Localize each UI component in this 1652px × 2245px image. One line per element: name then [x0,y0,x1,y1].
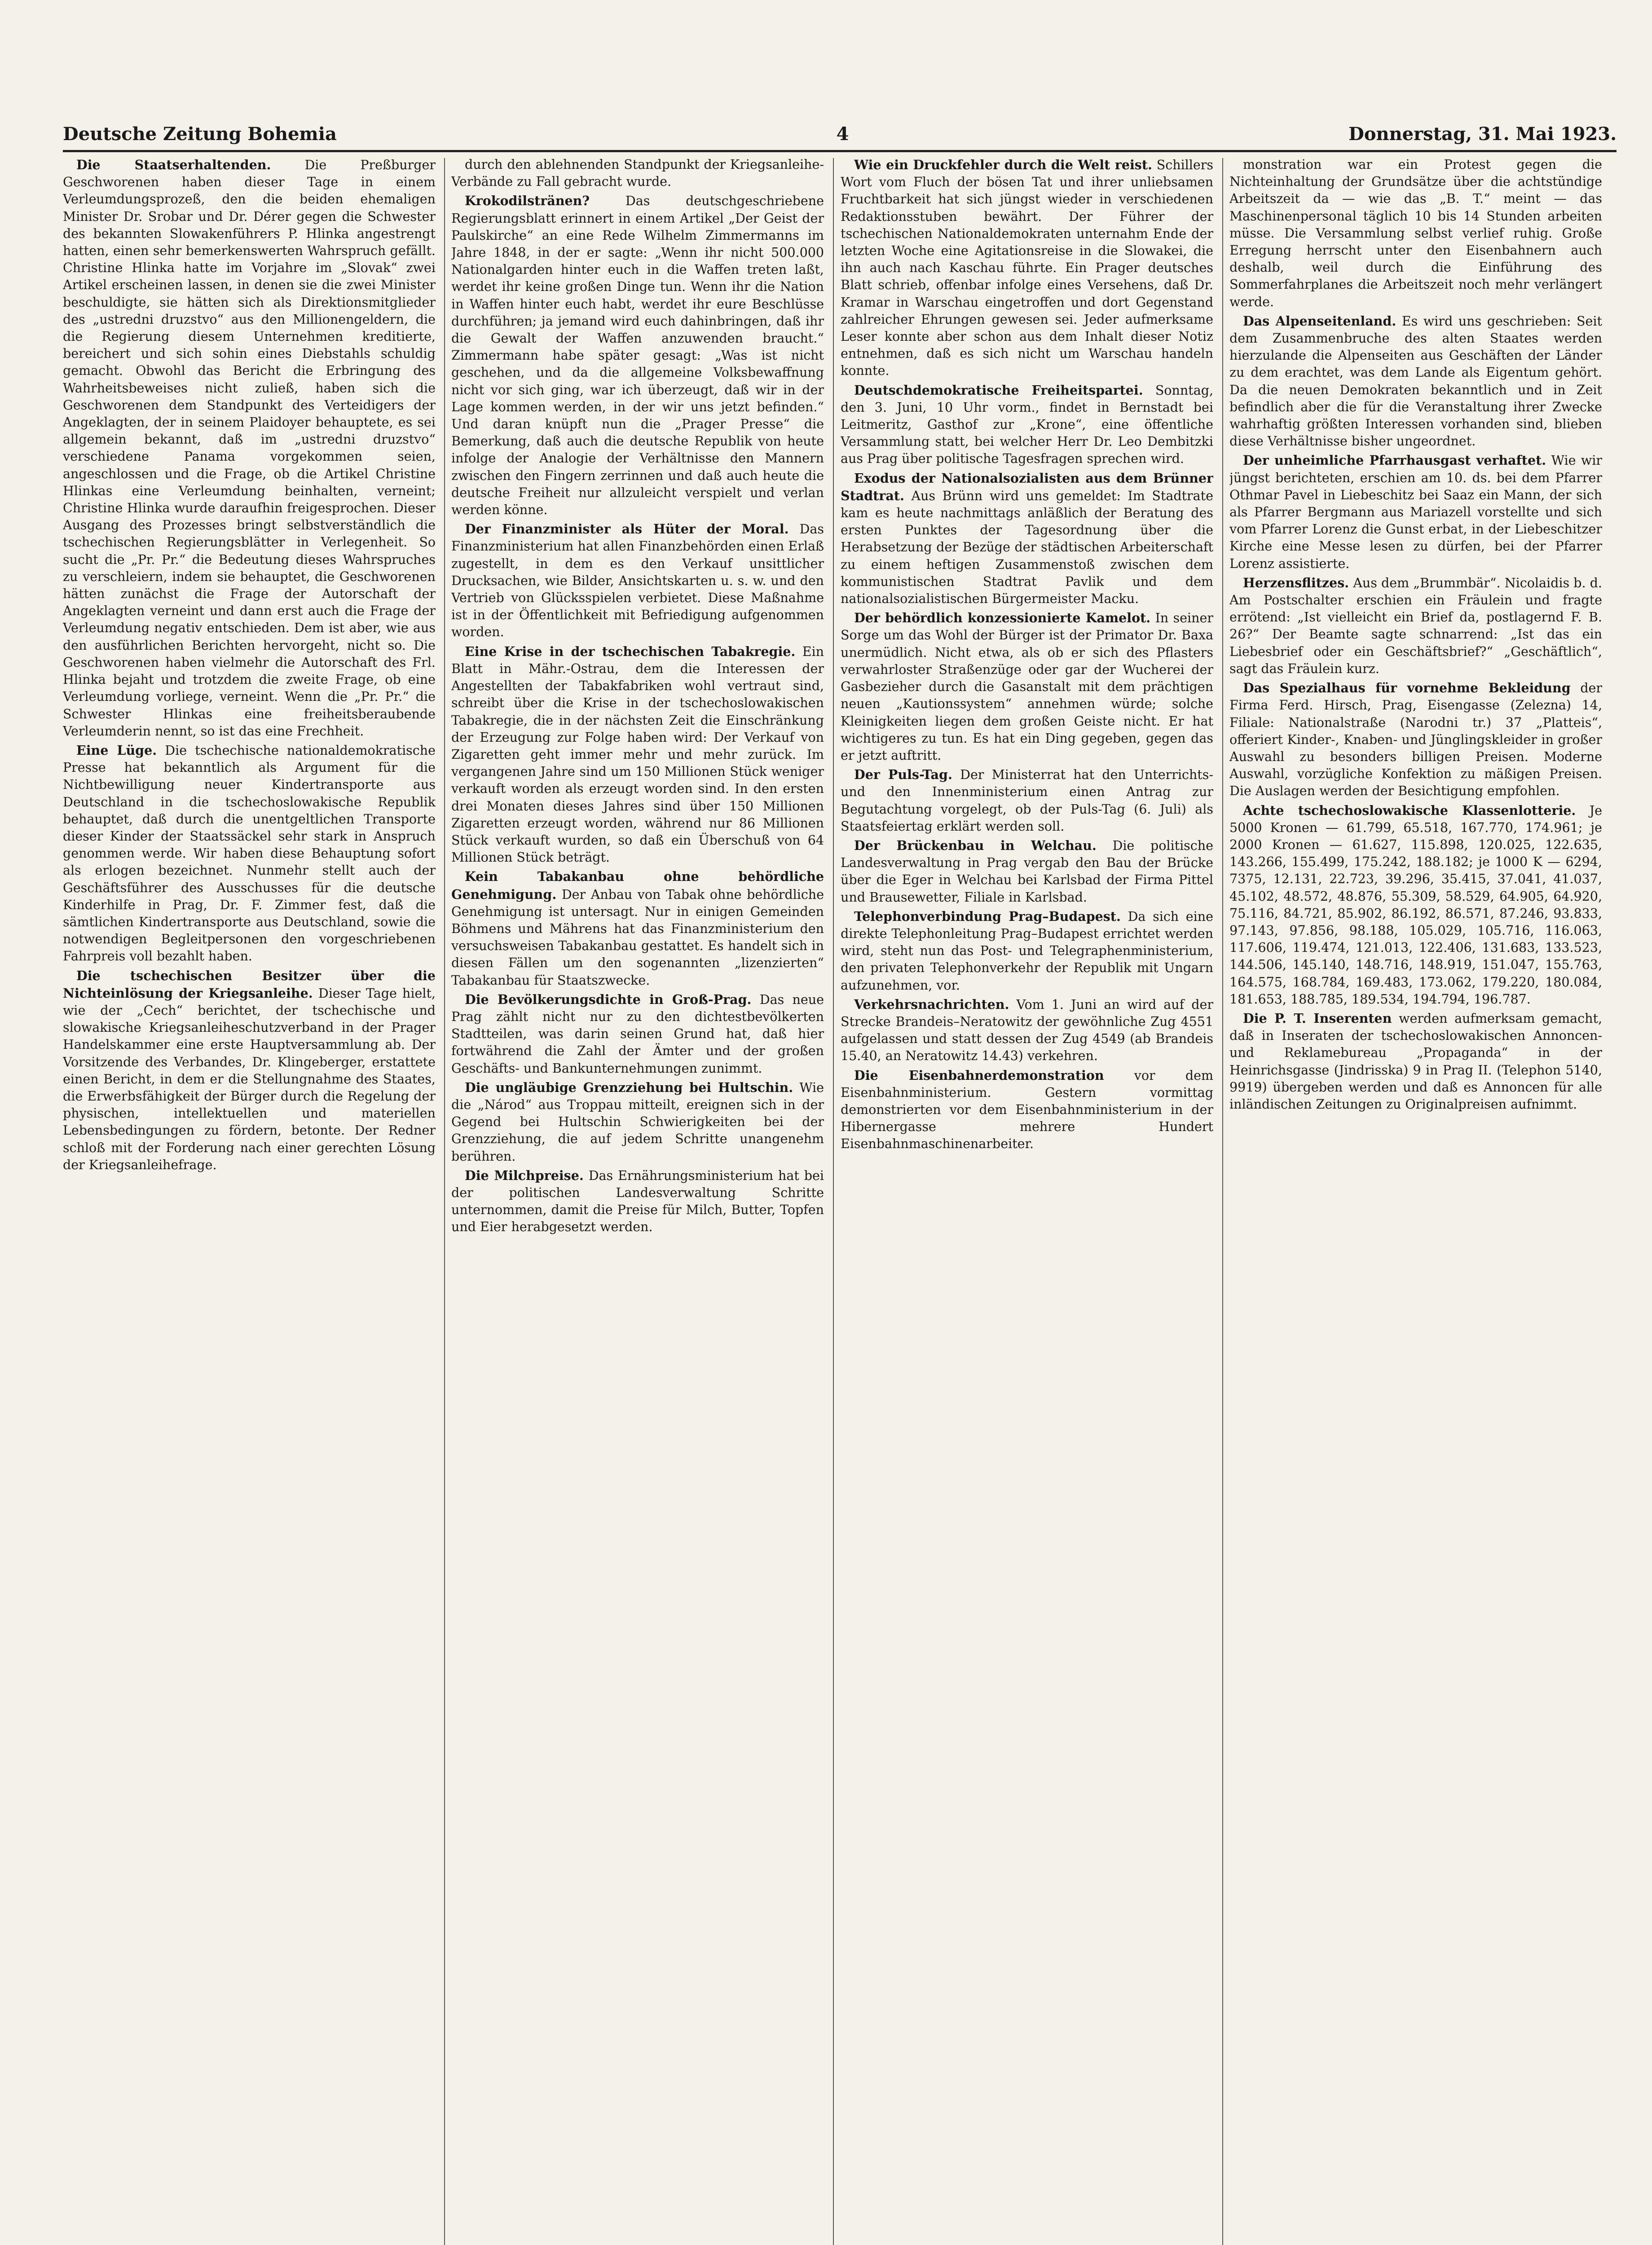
article-paragraph [451,192,824,519]
article-paragraph [451,1167,824,1236]
article-heading: Herzensflitzes. [1243,575,1349,590]
article-paragraph [451,1079,824,1165]
column-divider [1222,158,1223,2245]
article-text: der Firma Ferd. Hirsch, Prag, Eisengasse (Zelezna) 14, Filiale: Nationalstraße (Narodni tr.) 37 „Platteis“, offeriert Kinder-, Knaben- und Jünglingskleider in großer Auswahl zu besonders billigen Preisen. Moderne Auswahl, vorzügliche Konfektion zu mäßigen Preisen. Die Auslagen werden der Besichtigung empfohlen. [1229,681,1602,799]
header-rule [63,150,1617,152]
article-text: werden aufmerksam gemacht, daß in Inseraten der tschechoslowakischen Annoncen- und Reklamebureau „Propaganda“ in der Heinrichsgasse (Jindrisska) 9 in Prag II. (Telephon 5140, 9919) übergeben werden und daß es Annoncen für alle inländischen Zeitungen zu Originalpreisen aufnimmt. [1229,1011,1602,1112]
article-paragraph [63,967,436,1174]
article-text: Aus dem „Brummbär“. Nicolaidis b. d. Am Postschalter erschien ein Fräulein und fragte errötend: „Ist vielleicht ein Brief da, postlagernd F. B. 26?“ Der Beamte sagte schnarrend: „Ist das ein Liebesbrief oder ein Geschäftsbrief?“ „Geschäftlich“, sagt das Fräulein kurz. [1229,575,1602,676]
article-heading: Das Alpenseitenland. [1243,313,1396,329]
article-paragraph [451,991,824,1077]
article-text: Schillers Wort vom Fluch der bösen Tat und ihrer unliebsamen Fruchtbarkeit hat sich jüngst wieder in verschiedenen Redaktionsstuben bewährt. Der Führer der tschechischen Nationaldemokraten unternahm Ende der letzten Woche eine Agitationsreise in die Slowakei, die ihn auch nach Kaschau führte. Ein Prager deutsches Blatt schrieb, offenbar infolge eines Versehens, daß Dr. Kramar in Warschau eingetroffen und dort Gegenstand zahlreicher Ehrungen gewesen sei. Jeder aufmerksame Leser konnte aber schon aus dem Inhalt dieser Notiz entnehmen, daß es sich nicht um Warschau handeln konnte. [841,158,1213,379]
article-heading: Kein Tabakanbau ohne behördliche Genehmigung. [451,869,824,902]
article-text: Wie die „Národ“ aus Troppau mitteilt, ereignen sich in der Gegend bei Hultschin Schwierigkeiten bei der Grenzziehung, die auf jedem Schritte unangenehm berühren. [451,1080,824,1164]
article-paragraph [841,908,1213,994]
article-text: Vom 1. Juni an wird auf der Strecke Brandeis–Neratowitz der gewöhnliche Zug 4551 aufgelassen und statt dessen der Zug 4549 (ab Brandeis 15.40, an Neratowitz 14.43) verkehren. [841,997,1213,1064]
article-heading: Eine Krise in der tschechischen Tabakregie. [465,643,796,659]
article-heading: Wie ein Druckfehler durch die Welt reist. [854,157,1152,172]
article-paragraph [451,156,824,190]
article-paragraph [841,1067,1213,1153]
article-text: Sonntag, den 3. Juni, 10 Uhr vorm., findet in Bernstadt bei Leitmeritz, Gasthof zur „Krone“, eine öffentliche Versammlung statt, bei welcher Herr Dr. Leo Dembitzki aus Prag über politische Tagesfragen sprechen wird. [841,383,1213,467]
page-number: 4 [836,123,849,145]
article-text: Da sich eine direkte Telephonleitung Prag–Budapest errichtet werden wird, steht nun das Post- und Telegraphenministerium, den privaten Telephonverkehr der Republik mit Ungarn aufzunehmen, vor. [841,909,1213,993]
article-paragraph [63,156,436,740]
article-text: Das Finanzministerium hat allen Finanzbehörden einen Erlaß zugestellt, in dem es den Verkauf unsittlicher Drucksachen, wie Bilder, Ansichtskarten u. s. w. und den Vertrieb von Glücksspielen verbietet. Diese Maßnahme ist in der Öffentlichkeit mit Befriedigung aufgenommen worden. [451,522,824,640]
article-paragraph [1229,1010,1602,1113]
article-heading: Die ungläubige Grenzziehung bei Hultschin. [465,1079,793,1095]
article-text: Das deutschgeschriebene Regierungsblatt erinnert in einem Artikel „Der Geist der Paulskirche“ an eine Rede Wilhelm Zimmermanns im Jahre 1848, in der er sagte: „Wenn ihr nicht 500.000 Nationalgarden hinter euch in die Waffen treten laßt, werdet ihr keine großen Dinge tun. Wenn ihr die Nation in Waffen hinter euch habt, werdet ihr eure Beschlüsse durchführen; ja jemand wird euch dahinbringen, daß ihr die Gewalt der Waffen anzuwenden braucht.“ Zimmermann habe später gesagt: „Was ist nicht geschehen, und da die allgemeine Volksbewaffnung nicht vor sich ging, war ich überzeugt, daß wir in der Lage kommen werden, in der wir uns jetzt befinden.“ Und daran knüpft nun die „Prager Presse“ die Bemerkung, daß auch die deutsche Republik von heute infolge der Analogie der Verhältnisse den Mannern zwischen den Fingern zerrinnen und daß auch heute die deutsche Freiheit nur allzuleicht verspielt und verlan werden könne. [451,194,824,518]
column-3 [841,156,1213,2245]
article-paragraph [841,470,1213,608]
column-4 [1229,156,1602,2245]
article-text: monstration war ein Protest gegen die Nichteinhaltung der Grundsätze über die achtstündige Arbeitszeit da — wie das „B. T.“ meint — das Maschinenpersonal täglich 10 bis 14 Stunden arbeiten müsse. Die Versammlung selbst verlief ruhig. Große Erregung herrscht unter den Eisenbahnern auch deshalb, weil durch die Einführung des Sommerfahrplanes die Arbeitszeit noch mehr verlängert werde. [1229,157,1602,309]
article-heading: Die Bevölkerungsdichte in Groß-Prag. [465,991,752,1007]
article-paragraph [1229,802,1602,1008]
article-paragraph [841,156,1213,380]
article-heading: Der Finanzminister als Hüter der Moral. [465,521,789,537]
article-heading: Eine Lüge. [76,742,157,758]
article-heading: Die Staatserhaltenden. [76,157,271,172]
article-heading: Krokodilstränen? [465,193,590,209]
masthead-title: Deutsche Zeitung Bohemia [63,123,337,145]
article-text: Wie wir jüngst berichteten, erschien am 10. ds. bei dem Pfarrer Othmar Pavel in Liebeschitz bei Saaz ein Mann, der sich als Pfarrer Bergmann aus Mariazell vorstellte und sich vom Pfarrer Lorenz die Gunst erbat, in der Liebeschitzer Kirche eine Messe lesen zu dürfen, bei der Pfarrer Lorenz assistierte. [1229,453,1602,571]
article-text: Es wird uns geschrieben: Seit dem Zusammenbruche des alten Staates werden hierzulande die Alpenseiten aus Geschäften der Länder zu dem erachtet, was dem Lande als Eigentum gehört. Da die neuen Demokraten bekanntlich und in Zeit befindlich aber die für die Veranstaltung ihrer Zwecke wahrhaftig größten Interessen vorhanden sind, blieben diese Verhältnisse bisher ungeordnet. [1229,313,1602,449]
article-paragraph [1229,156,1602,311]
article-paragraph [451,643,824,867]
article-paragraph [1229,452,1602,572]
article-paragraph [1229,679,1602,800]
article-heading: Der Brückenbau in Welchau. [854,837,1097,853]
article-paragraph [1229,574,1602,678]
article-text: In seiner Sorge um das Wohl der Bürger ist der Primator Dr. Baxa unermüdlich. Nicht etwa, als ob er sich des Pflasters verwahrloster Straßenzüge oder gar der Wucherei der Gasbezieher durch die Gasanstalt mit dem prächtigen neuen „Kautionssystem“ annehmen würde; solche Kleinigkeiten liegen dem großen Geiste nicht. Er hat wichtigeres zu tun. Es hat ein Ding gegeben, gegen das er jetzt auftritt. [841,611,1213,763]
article-text: Je 5000 Kronen — 61.799, 65.518, 167.770, 174.961; je 2000 Kronen — 61.627, 115.898, 120.025, 122.635, 143.266, 155.499, 175.242, 188.182; je 1000 K — 6294, 7375, 12.131, 22.723, 39.296, 35.415, 37.041, 41.037, 45.102, 48.572, 48.876, 55.309, 58.529, 64.905, 64.920, 75.116, 84.721, 85.902, 86.192, 86.571, 87.246, 93.833, 97.143, 97.856, 98.188, 105.029, 105.716, 116.063, 117.606, 119.474, 121.013, 122.406, 131.683, 133.523, 144.506, 145.140, 148.716, 148.919, 151.047, 155.763, 164.575, 168.784, 169.483, 173.062, 179.220, 180.084, 181.653, 188.785, 189.534, 194.794, 196.787. [1229,803,1602,1007]
article-text: Aus Brünn wird uns gemeldet: Im Stadtrate kam es heute nachmittags anläßlich der Beratung des ersten Punktes der Tagesordnung über die Herabsetzung der Bezüge der städtischen Arbeiterschaft zu einem heftigen Zusammenstoß zwischen dem kommunistischen Stadtrat Pavlik und dem nationalsozialistischen Bürgermeister Macku. [841,488,1213,607]
article-paragraph [841,996,1213,1065]
article-paragraph [451,520,824,641]
article-paragraph [1229,313,1602,450]
column-divider [444,158,445,2245]
article-heading: Der Puls-Tag. [854,767,952,783]
article-heading: Exodus der Nationalsozialisten aus dem Brünner Stadtrat. [841,470,1213,503]
article-heading: Die Eisenbahnerdemonstration [854,1067,1104,1083]
article-text: Ein Blatt in Mähr.-Ostrau, dem die Interessen der Angestellten der Tabakfabriken wohl vertraut sind, schreibt über die Krise in der tschechoslowakischen Tabakregie, die in der nächsten Zeit die Einschränkung der Erzeugung zur Folge haben wird: Der Verkauf von Zigaretten geht immer mehr und mehr zurück. Im vergangenen Jahre sind um 150 Millionen Stück weniger verkauft worden als erzeugt worden sind. In den ersten drei Monaten dieses Jahres sind über 150 Millionen Zigaretten erzeugt worden, während nur 86 Millionen Stück verkauft wurden, so daß ein Überschuß von 64 Millionen Stück beträgt. [451,644,824,865]
article-text: Die politische Landesverwaltung in Prag vergab den Bau der Brücke über die Eger in Welchau bei Karlsbad der Firma Pittel und Brausewetter, Filiale in Karlsbad. [841,838,1213,905]
article-text: Der Anbau von Tabak ohne behördliche Genehmigung ist untersagt. Nur in einigen Gemeinden Böhmens und Mährens hat das Finanzministerium den versuchsweisen Tabakanbau gestattet. Es handelt sich in diesen Fällen um den sogenannten „lizenzierten“ Tabakanbau für Staatszwecke. [451,887,824,988]
article-text: Dieser Tage hielt, wie der „Cech“ berichtet, der tschechische und slowakische Kriegsanleiheschutzverband in der Prager Handelskammer eine erste Hauptversammlung ab. Der Vorsitzende des Verbandes, Dr. Klingeberger, erstattete einen Bericht, in dem er die Stellungnahme des Staates, die Erwerbsfähigkeit der Bürger durch die Regelung der physischen, intellektuellen und materiellen Lebensbedingungen zu fördern, betonte. Der Redner schloß mit der Forderung nach einer gerechten Lösung der Kriegsanleihefrage. [63,986,436,1172]
issue-date: Donnerstag, 31. Mai 1923. [1348,123,1617,145]
article-text: Die Preßburger Geschworenen haben dieser Tage in einem Verleumdungsprozeß, den die beiden ehemaligen Minister Dr. Srobar und Dr. Dérer gegen die Schwester des bekannten Slowakenführers P. Hlinka angestrengt hatten, einen sehr bemerkenswerten Wahrspruch gefällt. Christine Hlinka hatte im Vorjahre im „Slovak“ zwei Artikel erscheinen lassen, in denen sie die zwei Minister beschuldigte, sie hätten sich als Direktionsmitglieder des „ustredni druzstvo“ aus den Millionengeldern, die die Regierung diesem Unternehmen kreditierte, bereichert und sich sohin eines Diebstahls schuldig gemacht. Obwohl das Bericht die Erbringung des Wahrheitsbeweises nicht zuließ, haben sich die Geschworenen dem Standpunkt des Verteidigers der Angeklagten, der in seinem Plaidoyer behauptete, es sei allgemein bekannt, daß im „ustredni druzstvo“ verschiedene Panama vorgekommen seien, angeschlossen und die Frage, ob die Artikel Christine Hlinkas eine Verleumdung beinhalten, verneint; Christine Hlinka wurde daraufhin freigesprochen. Dieser Ausgang des Prozesses bringt selbstverständlich die tschechischen Regierungsblätter in Verlegenheit. So sucht die „Pr. Pr.“ die Bedeutung dieses Wahrspruches zu verschleiern, indem sie behauptet, die Geschworenen hätten zunächst die Frage der Autorschaft der Angeklagten verneint und dann erst auch die Frage der Verleumdung negativ entschieden. Dem ist aber, wie aus den ausführlichen Berichten hervorgeht, nicht so. Die Geschworenen haben vielmehr die Autorschaft des Frl. Hlinka bejaht und trotzdem die zweite Frage, ob eine Verleumdung vorliege, verneint. Wenn die „Pr. Pr.“ die Schwester Hlinkas eine freiheitsberaubende Verleumderin nennt, so ist das eine Frechheit. [63,158,436,739]
article-paragraph [841,766,1213,835]
article-heading: Die tschechischen Besitzer über die Nichteinlösung der Kriegsanleihe. [63,968,436,1001]
article-text: vor dem Eisenbahnministerium. Gestern vormittag demonstrierten vor dem Eisenbahnministerium in der Hibernergasse mehrere Hundert Eisenbahnmaschinenarbeiter. [841,1068,1213,1152]
article-text: Der Ministerrat hat den Unterrichts- und den Innenministerium einen Antrag zur Begutachtung vorgelegt, ob der Puls-Tag (6. Juli) als Staatsfeiertag erklärt werden soll. [841,767,1213,834]
article-heading: Deutschdemokratische Freiheitspartei. [854,382,1143,398]
column-2 [451,156,824,2245]
article-text: Die tschechische nationaldemokratische Presse hat bekanntlich als Argument für die Nichtbewilligung neuer Kindertransporte aus Deutschland in die tschechoslowakische Republik behauptet, daß durch die unentgeltlichen Transporte dieser Kinder der Staatssäckel sehr stark in Anspruch genommen werde. Wir haben diese Behauptung sofort als erlogen bezeichnet. Nunmehr stellt auch der Geschäftsführer des Ausschusses für die deutsche Kinderhilfe in Prag, Dr. F. Zimmer fest, daß die sämtlichen Kindertransporte aus Deutschland, sowie die notwendigen Begleitpersonen den vorgeschriebenen Fahrpreis voll bezahlt haben. [63,743,436,964]
article-heading: Telephonverbindung Prag–Budapest. [854,908,1121,924]
page-header [63,120,1617,147]
article-paragraph [841,837,1213,906]
article-text: Das neue Prag zählt nicht nur zu den dichtestbevölkerten Stadtteilen, was darin seinen Grund hat, daß hier fortwährend die Zahl der Ämter und der großen Geschäfts- und Bankunternehmungen zunimmt. [451,992,824,1076]
article-heading: Achte tschechoslowakische Klassenlotterie. [1243,802,1576,818]
article-text: Das Ernährungsministerium hat bei der politischen Landesverwaltung Schritte unternommen, damit die Preise für Milch, Butter, Topfen und Eier herabgesetzt werden. [451,1168,824,1235]
article-heading: Der behördlich konzessionierte Kamelot. [854,610,1151,626]
article-paragraph [841,382,1213,468]
column-divider [833,158,834,2245]
article-heading: Der unheimliche Pfarrhausgast verhaftet. [1243,453,1546,468]
article-heading: Die P. T. Inserenten [1243,1010,1392,1026]
article-heading: Das Spezialhaus für vornehme Bekleidung [1243,680,1571,696]
article-paragraph [451,868,824,989]
article-heading: Verkehrsnachrichten. [854,996,1009,1012]
article-heading: Die Milchpreise. [465,1167,584,1183]
article-paragraph [841,609,1213,764]
article-text: durch den ablehnenden Standpunkt der Kriegsanleihe-Verbände zu Fall gebracht wurde. [451,157,824,189]
article-paragraph [63,742,436,965]
column-1 [63,156,436,2245]
